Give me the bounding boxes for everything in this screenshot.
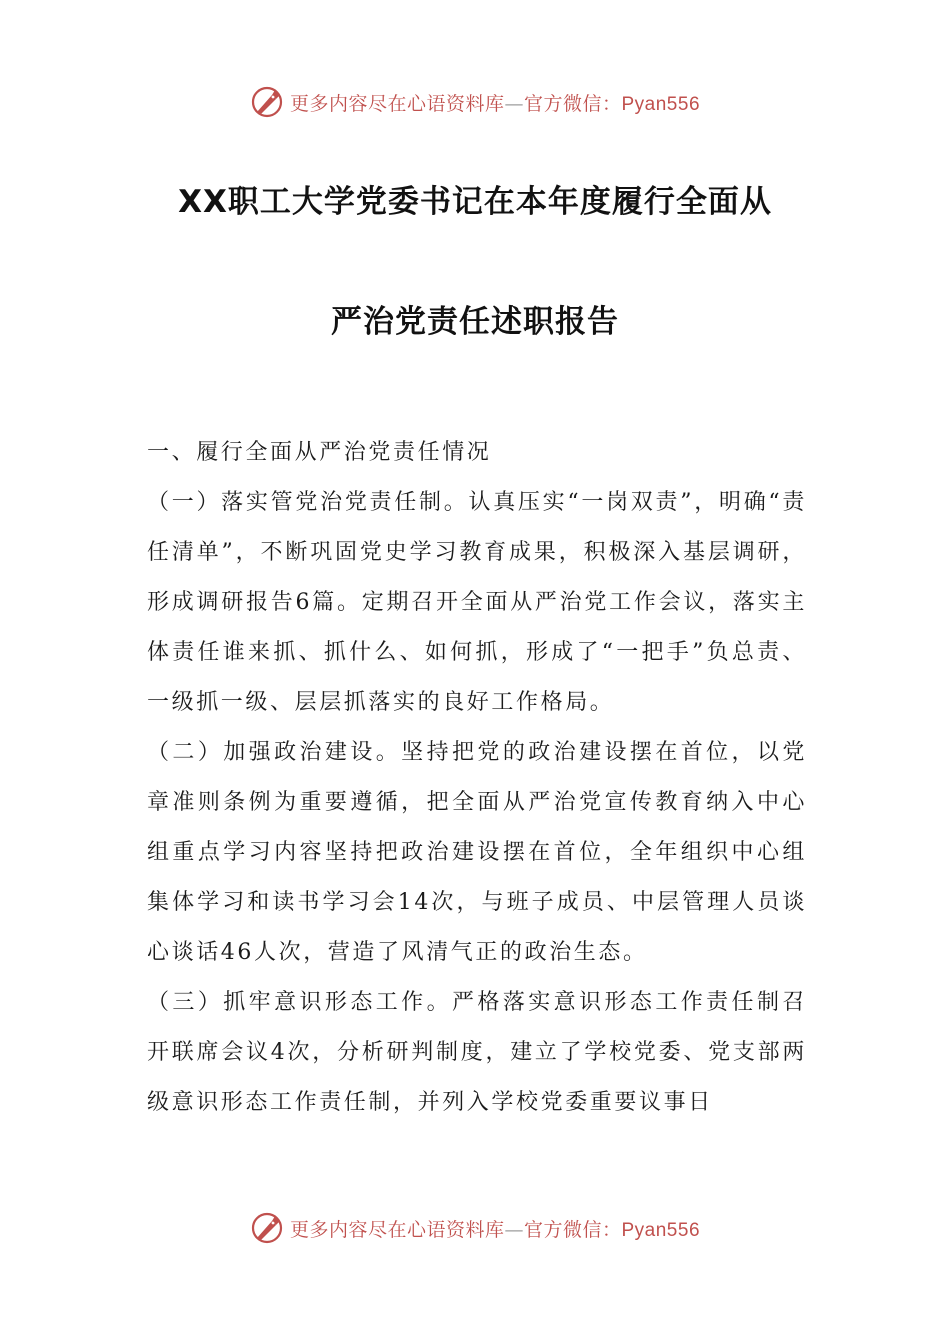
- watermark-separator: —: [504, 92, 524, 115]
- watermark-site-name: 更多内容尽在心语资料库: [289, 1218, 505, 1241]
- watermark-wechat-label: 官方微信：: [523, 92, 622, 115]
- watermark-banner-bottom: [0, 1208, 950, 1248]
- watermark-text: [290, 1215, 700, 1242]
- section-heading: 一、履行全面从严治党责任情况: [147, 440, 492, 465]
- watermark-text: [290, 89, 700, 116]
- watermark-wechat-id: Pyan556: [621, 93, 701, 115]
- watermark-wechat-id: Pyan556: [621, 1219, 701, 1241]
- pen-nib-logo-icon: [250, 1211, 284, 1245]
- watermark-separator: —: [504, 1218, 524, 1241]
- paragraph-1: （一）落实管党治党责任制。认真压实“一岗双责”，明确“责任清单”，不断巩固党史学习教育成果，积极深入基层调研，形成调研报告6篇。定期召开全面从严治党工作会议，落实主体责任谁来抓、抓什么、如何抓，形成了“一把手”负总责、一级抓一级、层层抓落实的良好工作格局。: [147, 490, 807, 715]
- watermark-wechat-label: 官方微信：: [523, 1218, 622, 1241]
- paragraph-2: （二）加强政治建设。坚持把党的政治建设摆在首位，以党章准则条例为重要遵循，把全面从严治党宣传教育纳入中心组重点学习内容坚持把政治建设摆在首位，全年组织中心组集体学习和读书学习会14次，与班子成员、中层管理人员谈心谈话46人次，营造了风清气正的政治生态。: [147, 740, 807, 965]
- document-body: [147, 428, 807, 1128]
- paragraph-3: （三）抓牢意识形态工作。严格落实意识形态工作责任制召开联席会议4次，分析研判制度，建立了学校党委、党支部两级意识形态工作责任制，并列入学校党委重要议事日: [147, 990, 807, 1115]
- watermark-banner-top: [0, 82, 950, 122]
- watermark-site-name: 更多内容尽在心语资料库: [289, 92, 505, 115]
- document-title-line-2: 严治党责任述职报告: [331, 304, 619, 340]
- pen-nib-logo-icon: [250, 85, 284, 119]
- document-title-line-1: XX职工大学党委书记在本年度履行全面从: [178, 184, 772, 220]
